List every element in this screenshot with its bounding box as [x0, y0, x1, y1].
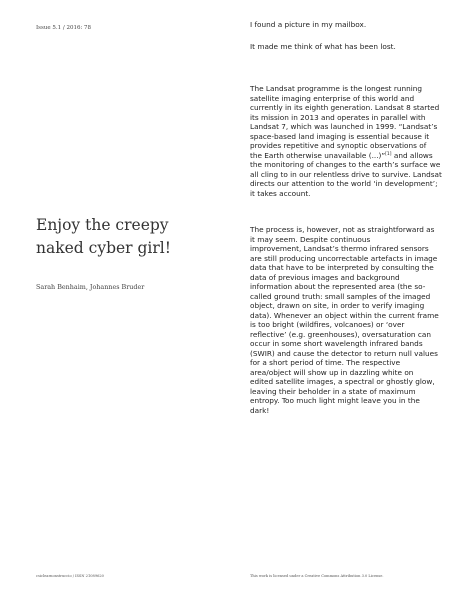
p2-line: entropy. Too much light might leave you in the [250, 396, 420, 405]
p2-line: is too bright (wildfires, volcanoes) or ‘over [250, 320, 405, 329]
p2-line: called ground truth: small samples of the imaged [250, 291, 431, 301]
article-title [36, 214, 236, 260]
p2-line: information about the represented area (the so- [250, 282, 426, 291]
p2-line: edited satellite images, a spectral or ghostly glow, [250, 377, 435, 386]
p1-line: space-based land imaging is essential because it [250, 131, 430, 141]
p2-line: data that have to be interpreted by consulting the [250, 263, 434, 272]
footer-license: This work is licensed under a Creative Commons Attribution 3.0 License. [250, 574, 384, 578]
p2-line: object, drawn on site, in order to verify imaging [250, 301, 425, 310]
p2-line: leaving their beholder in a state of maximum [250, 386, 416, 396]
authors: Sarah Benhaim, Johannes Bruder [36, 283, 145, 291]
p1-line: its mission in 2013 and operates in parallel with [250, 112, 426, 122]
p2-line: data). Whenever an object within the current frame [250, 310, 439, 320]
p2-line: occur in some short wavelength infrared bands [250, 339, 423, 348]
title-line-2: naked cyber girl! [36, 239, 171, 257]
issue-label: Issue 5.1 / 2016: 78 [36, 25, 92, 31]
p2-line: data of previous images and background [250, 272, 400, 282]
p2-line: dark! [250, 405, 270, 415]
intro-line-2: It made me think of what has been lost. [250, 42, 396, 51]
p1-line-text: the Earth otherwise unavailable (...)” [250, 150, 386, 160]
p1-line: the monitoring of changes to the earth’s surface we [250, 160, 441, 169]
p2-line: reflective’ (e.g. greenhouses), oversaturation can [250, 329, 431, 339]
p2-line: The process is, however, not as straightforward as [250, 225, 435, 234]
p2-line: improvement, Landsat’s thermo infrared sensors [250, 244, 429, 253]
p2-line: (SWIR) and cause the detector to return null values [250, 348, 438, 358]
p2-line: it may seem. Despite continuous [250, 234, 371, 244]
p2-line: are still producing uncorrectable artefacts in image [250, 253, 438, 263]
p2-line: for a short period of time. The respective [250, 358, 401, 367]
paragraph-2 [250, 225, 444, 415]
p1-line: it takes account. [250, 188, 311, 198]
p2-line: area/object will show up in dazzling white on [250, 367, 414, 377]
p1-line-text: and allows [391, 150, 433, 160]
p1-line: provides repetitive and synoptic observations of [250, 141, 427, 150]
p1-line: directs our attention to the world ‘in development’; [250, 179, 438, 188]
footer-issn: csiclearnonstruccio / ISSN 21089620 [36, 574, 104, 578]
footnote-link[interactable]: [1] [385, 151, 392, 157]
title-line-1: Enjoy the creepy [36, 216, 169, 234]
p1-line: Landsat 7, which was launched in 1999. “Landsat’s [250, 122, 438, 131]
p1-line: all cling to in our relentless drive to survive. Landsat [250, 169, 442, 179]
intro-line-1: I found a picture in my mailbox. [250, 20, 367, 29]
p1-line: satellite imaging enterprise of this world and [250, 93, 415, 103]
paragraph-1 [250, 84, 444, 198]
p1-line [250, 151, 444, 161]
p1-line: The Landsat programme is the longest running [250, 84, 423, 93]
p1-line: currently in its eighth generation. Landsat 8 started [250, 103, 440, 112]
